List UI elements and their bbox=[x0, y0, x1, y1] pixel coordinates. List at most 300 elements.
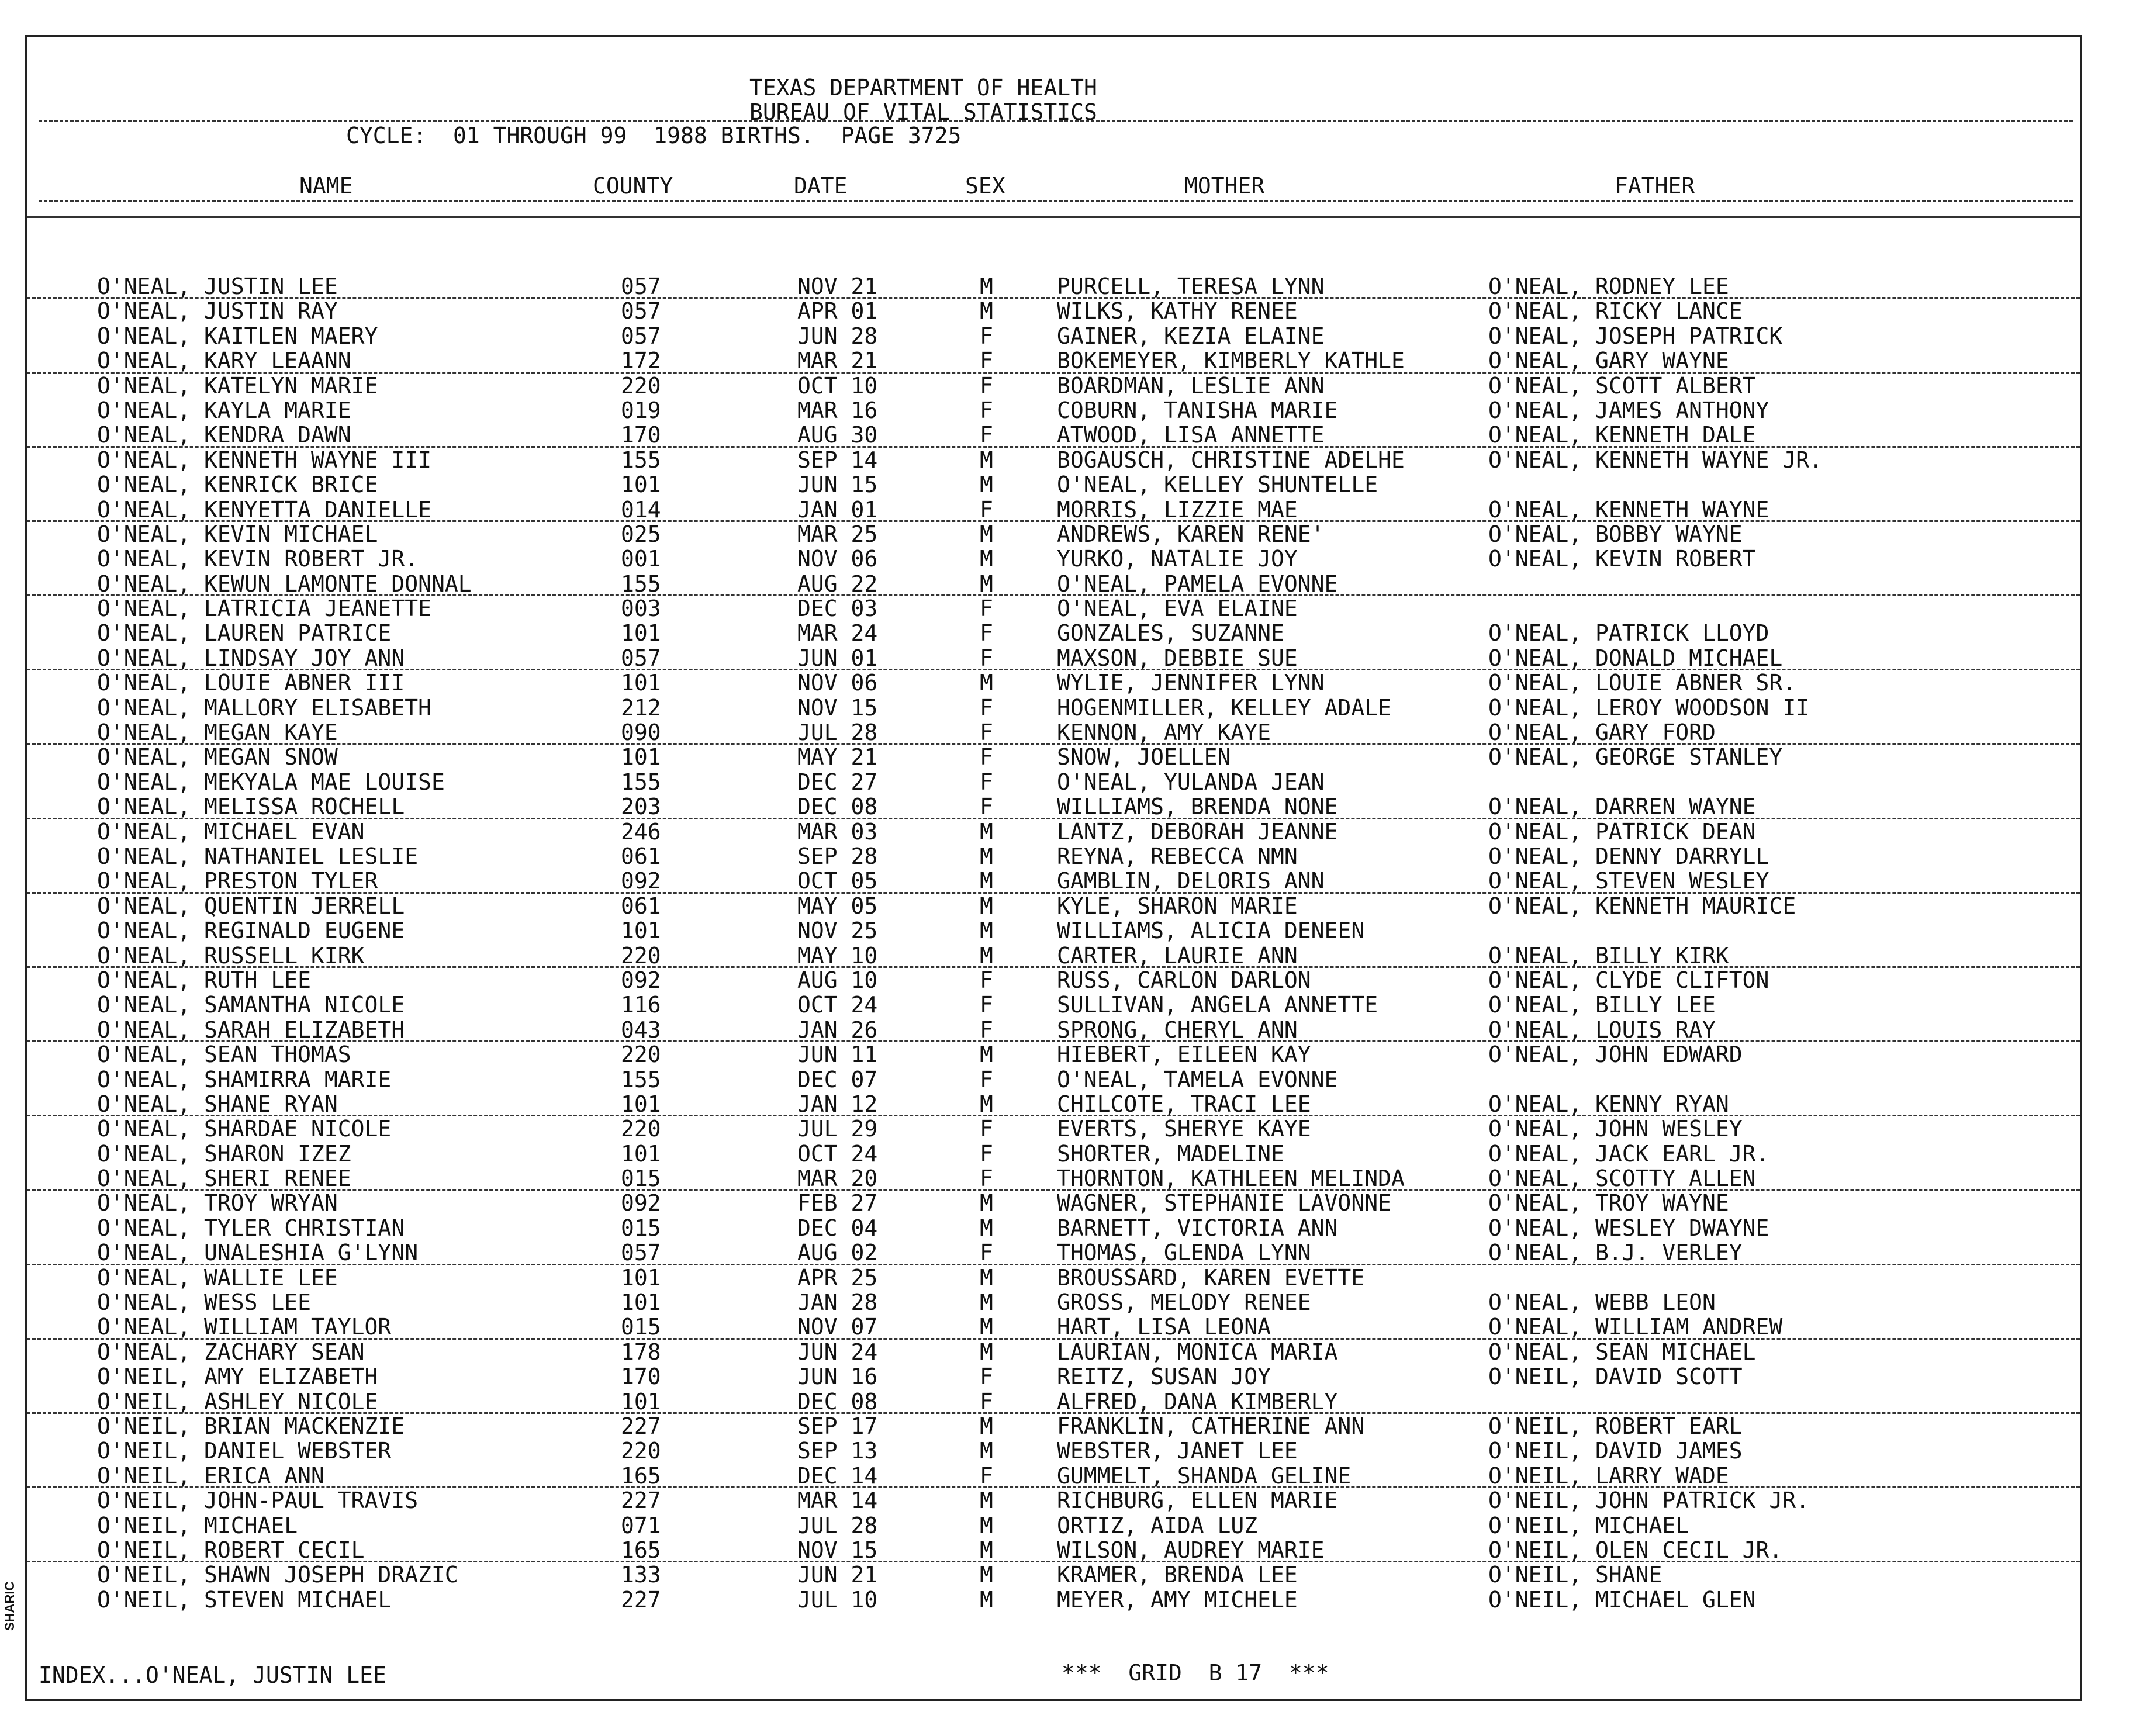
record-date: MAR 03 bbox=[797, 818, 878, 845]
record-name: O'NEIL, ERICA ANN bbox=[97, 1462, 324, 1489]
record-name: O'NEIL, JOHN-PAUL TRAVIS bbox=[97, 1488, 419, 1514]
record-county: 155 bbox=[621, 570, 661, 597]
record-county: 165 bbox=[621, 1462, 661, 1489]
record-sex: F bbox=[980, 422, 993, 448]
table-row bbox=[27, 1092, 2080, 1116]
table-row bbox=[27, 1116, 2080, 1141]
record-date: APR 25 bbox=[797, 1264, 878, 1291]
record-name: O'NEAL, KARY LEAANN bbox=[97, 348, 351, 374]
table-row bbox=[27, 1364, 2080, 1389]
record-father: O'NEAL, SCOTTY ALLEN bbox=[1488, 1166, 1756, 1192]
record-date: AUG 02 bbox=[797, 1240, 878, 1266]
table-row bbox=[27, 1265, 2080, 1290]
record-name: O'NEAL, MALLORY ELISABETH bbox=[97, 694, 431, 721]
record-mother: GONZALES, SUZANNE bbox=[1057, 620, 1284, 646]
record-sex: M bbox=[980, 1586, 993, 1613]
table-row bbox=[27, 1513, 2080, 1538]
record-county: 101 bbox=[621, 1289, 661, 1316]
record-name: O'NEAL, KENDRA DAWN bbox=[97, 422, 351, 448]
record-date: JAN 12 bbox=[797, 1091, 878, 1117]
table-row bbox=[27, 794, 2080, 819]
record-date: NOV 25 bbox=[797, 918, 878, 944]
table-row bbox=[27, 572, 2080, 596]
record-mother: PURCELL, TERESA LYNN bbox=[1057, 274, 1325, 299]
record-county: 227 bbox=[621, 1488, 661, 1514]
record-county: 101 bbox=[621, 744, 661, 770]
record-sex: F bbox=[980, 1140, 993, 1167]
record-county: 101 bbox=[621, 1091, 661, 1117]
record-date: JUN 24 bbox=[797, 1339, 878, 1365]
record-father: O'NEAL, PATRICK LLOYD bbox=[1488, 620, 1769, 646]
record-name: O'NEAL, WESS LEE bbox=[97, 1289, 312, 1316]
record-date: NOV 06 bbox=[797, 670, 878, 696]
record-county: 003 bbox=[621, 596, 661, 622]
table-row bbox=[27, 1166, 2080, 1191]
record-date: AUG 10 bbox=[797, 967, 878, 993]
record-county: 092 bbox=[621, 868, 661, 894]
record-sex: F bbox=[980, 323, 993, 349]
record-county: 155 bbox=[621, 447, 661, 473]
table-row bbox=[27, 1340, 2080, 1364]
record-county: 220 bbox=[621, 942, 661, 969]
record-county: 061 bbox=[621, 843, 661, 869]
record-date: OCT 24 bbox=[797, 1140, 878, 1167]
header-divider bbox=[39, 120, 2073, 122]
table-row bbox=[27, 1588, 2080, 1612]
record-county: 014 bbox=[621, 496, 661, 523]
record-name: O'NEAL, SHERI RENEE bbox=[97, 1166, 351, 1192]
record-sex: F bbox=[980, 720, 993, 746]
record-father: O'NEAL, KENNETH MAURICE bbox=[1488, 893, 1796, 919]
record-county: 101 bbox=[621, 1140, 661, 1167]
record-county: 220 bbox=[621, 1116, 661, 1142]
footer-grid: *** GRID B 17 *** bbox=[1062, 1660, 1329, 1686]
record-sex: M bbox=[980, 1314, 993, 1340]
record-sex: F bbox=[980, 1166, 993, 1192]
record-name: O'NEAL, SARAH ELIZABETH bbox=[97, 1016, 405, 1043]
record-name: O'NEAL, KEVIN MICHAEL bbox=[97, 521, 378, 547]
record-date: DEC 03 bbox=[797, 596, 878, 622]
record-date: NOV 21 bbox=[797, 274, 878, 299]
record-father: O'NEAL, JOSEPH PATRICK bbox=[1488, 323, 1783, 349]
record-name: O'NEAL, SHAMIRRA MARIE bbox=[97, 1066, 392, 1092]
record-name: O'NEAL, MELISSA ROCHELL bbox=[97, 794, 405, 820]
record-father: O'NEAL, DENNY DARRYLL bbox=[1488, 843, 1769, 869]
table-row bbox=[27, 348, 2080, 373]
record-date: MAR 20 bbox=[797, 1166, 878, 1192]
record-father: O'NEAL, CLYDE CLIFTON bbox=[1488, 967, 1769, 993]
record-county: 170 bbox=[621, 422, 661, 448]
record-county: 220 bbox=[621, 1438, 661, 1464]
record-date: DEC 14 bbox=[797, 1462, 878, 1489]
record-sex: F bbox=[980, 794, 993, 820]
record-sex: F bbox=[980, 596, 993, 622]
table-row bbox=[27, 1042, 2080, 1067]
record-mother: ATWOOD, LISA ANNETTE bbox=[1057, 422, 1325, 448]
record-name: O'NEAL, KEVIN ROBERT JR. bbox=[97, 546, 419, 572]
record-mother: MORRIS, LIZZIE MAE bbox=[1057, 496, 1298, 523]
record-county: 043 bbox=[621, 1016, 661, 1043]
record-county: 212 bbox=[621, 694, 661, 721]
record-name: O'NEAL, LAUREN PATRICE bbox=[97, 620, 392, 646]
record-county: 092 bbox=[621, 1190, 661, 1216]
record-county: 057 bbox=[621, 298, 661, 324]
record-father: O'NEAL, WESLEY DWAYNE bbox=[1488, 1215, 1769, 1241]
table-row bbox=[27, 621, 2080, 645]
table-row bbox=[27, 324, 2080, 348]
record-name: O'NEIL, BRIAN MACKENZIE bbox=[97, 1413, 405, 1439]
record-mother: REITZ, SUSAN JOY bbox=[1057, 1364, 1271, 1390]
record-mother: EVERTS, SHERYE KAYE bbox=[1057, 1116, 1311, 1142]
records-table bbox=[27, 274, 2080, 1612]
record-father: O'NEAL, DARREN WAYNE bbox=[1488, 794, 1756, 820]
table-row bbox=[27, 374, 2080, 398]
record-name: O'NEIL, ROBERT CECIL bbox=[97, 1537, 365, 1563]
record-date: OCT 24 bbox=[797, 992, 878, 1018]
record-father: O'NEAL, JOHN EDWARD bbox=[1488, 1042, 1743, 1068]
record-mother: COBURN, TANISHA MARIE bbox=[1057, 397, 1338, 423]
record-name: O'NEAL, SHARDAE NICOLE bbox=[97, 1116, 392, 1142]
table-row bbox=[27, 1067, 2080, 1092]
record-sex: M bbox=[980, 472, 993, 498]
table-row bbox=[27, 770, 2080, 794]
record-name: O'NEAL, SHARON IZEZ bbox=[97, 1140, 351, 1167]
record-date: JUN 15 bbox=[797, 472, 878, 498]
record-name: O'NEIL, AMY ELIZABETH bbox=[97, 1364, 378, 1390]
record-mother: WAGNER, STEPHANIE LAVONNE bbox=[1057, 1190, 1391, 1216]
record-sex: M bbox=[980, 298, 993, 324]
record-father: O'NEAL, TROY WAYNE bbox=[1488, 1190, 1729, 1216]
record-name: O'NEAL, KENNETH WAYNE III bbox=[97, 447, 431, 473]
record-date: SEP 13 bbox=[797, 1438, 878, 1464]
table-row bbox=[27, 1191, 2080, 1215]
record-mother: O'NEAL, EVA ELAINE bbox=[1057, 596, 1298, 622]
column-header-rule bbox=[27, 216, 2080, 218]
record-sex: F bbox=[980, 645, 993, 671]
column-header-date: DATE bbox=[794, 173, 848, 199]
record-county: 165 bbox=[621, 1537, 661, 1563]
record-mother: KENNON, AMY KAYE bbox=[1057, 720, 1271, 746]
record-sex: M bbox=[980, 1042, 993, 1068]
record-name: O'NEAL, WILLIAM TAYLOR bbox=[97, 1314, 392, 1340]
record-mother: LANTZ, DEBORAH JEANNE bbox=[1057, 818, 1338, 845]
record-father: O'NEAL, KENNETH WAYNE JR. bbox=[1488, 447, 1823, 473]
record-sex: M bbox=[980, 942, 993, 969]
record-county: 015 bbox=[621, 1314, 661, 1340]
record-county: 155 bbox=[621, 1066, 661, 1092]
record-name: O'NEAL, ZACHARY SEAN bbox=[97, 1339, 365, 1365]
record-father: O'NEAL, JACK EARL JR. bbox=[1488, 1140, 1769, 1167]
table-row bbox=[27, 1240, 2080, 1265]
record-sex: M bbox=[980, 1190, 993, 1216]
record-county: 025 bbox=[621, 521, 661, 547]
column-header-county: COUNTY bbox=[593, 173, 673, 199]
record-father: O'NEAL, SCOTT ALBERT bbox=[1488, 372, 1756, 399]
record-name: O'NEIL, STEVEN MICHAEL bbox=[97, 1586, 392, 1613]
record-county: 227 bbox=[621, 1413, 661, 1439]
record-county: 203 bbox=[621, 794, 661, 820]
record-name: O'NEAL, MEKYALA MAE LOUISE bbox=[97, 769, 445, 795]
record-father: O'NEAL, JAMES ANTHONY bbox=[1488, 397, 1769, 423]
record-name: O'NEAL, TYLER CHRISTIAN bbox=[97, 1215, 405, 1241]
record-date: DEC 08 bbox=[797, 794, 878, 820]
record-mother: KYLE, SHARON MARIE bbox=[1057, 893, 1298, 919]
record-date: MAR 25 bbox=[797, 521, 878, 547]
record-county: 116 bbox=[621, 992, 661, 1018]
record-name: O'NEAL, LINDSAY JOY ANN bbox=[97, 645, 405, 671]
record-county: 227 bbox=[621, 1586, 661, 1613]
record-sex: F bbox=[980, 967, 993, 993]
record-sex: M bbox=[980, 1289, 993, 1316]
record-county: 092 bbox=[621, 967, 661, 993]
record-name: O'NEAL, KENRICK BRICE bbox=[97, 472, 378, 498]
record-sex: M bbox=[980, 670, 993, 696]
record-sex: M bbox=[980, 1562, 993, 1588]
column-header-divider bbox=[39, 200, 2073, 202]
cycle-line: CYCLE: 01 THROUGH 99 1988 BIRTHS. PAGE 3725 bbox=[346, 123, 962, 148]
record-county: 015 bbox=[621, 1166, 661, 1192]
record-mother: HART, LISA LEONA bbox=[1057, 1314, 1271, 1340]
record-sex: M bbox=[980, 868, 993, 894]
record-father: O'NEAL, LOUIS RAY bbox=[1488, 1016, 1716, 1043]
record-date: JUN 01 bbox=[797, 645, 878, 671]
record-mother: O'NEAL, PAMELA EVONNE bbox=[1057, 570, 1338, 597]
record-mother: YURKO, NATALIE JOY bbox=[1057, 546, 1298, 572]
record-date: DEC 04 bbox=[797, 1215, 878, 1241]
record-name: O'NEAL, JUSTIN LEE bbox=[97, 274, 338, 299]
table-row bbox=[27, 745, 2080, 769]
record-mother: MEYER, AMY MICHELE bbox=[1057, 1586, 1298, 1613]
record-father: O'NEAL, BILLY KIRK bbox=[1488, 942, 1729, 969]
record-date: NOV 07 bbox=[797, 1314, 878, 1340]
record-mother: SULLIVAN, ANGELA ANNETTE bbox=[1057, 992, 1378, 1018]
record-mother: WILLIAMS, BRENDA NONE bbox=[1057, 794, 1338, 820]
report-page bbox=[25, 35, 2082, 1701]
table-row bbox=[27, 1018, 2080, 1042]
record-county: 101 bbox=[621, 918, 661, 944]
record-date: NOV 15 bbox=[797, 694, 878, 721]
record-mother: BARNETT, VICTORIA ANN bbox=[1057, 1215, 1338, 1241]
record-date: JUN 28 bbox=[797, 323, 878, 349]
record-mother: SNOW, JOELLEN bbox=[1057, 744, 1231, 770]
record-sex: M bbox=[980, 1512, 993, 1538]
record-mother: WILSON, AUDREY MARIE bbox=[1057, 1537, 1325, 1563]
record-name: O'NEAL, MEGAN SNOW bbox=[97, 744, 338, 770]
header-line-1: TEXAS DEPARTMENT OF HEALTH bbox=[749, 75, 1097, 101]
record-father: O'NEIL, ROBERT EARL bbox=[1488, 1413, 1743, 1439]
record-date: SEP 28 bbox=[797, 843, 878, 869]
record-father: O'NEIL, LARRY WADE bbox=[1488, 1462, 1729, 1489]
record-sex: M bbox=[980, 1264, 993, 1291]
record-county: 015 bbox=[621, 1215, 661, 1241]
record-father: O'NEAL, BOBBY WAYNE bbox=[1488, 521, 1743, 547]
footer-index: INDEX...O'NEAL, JUSTIN LEE bbox=[39, 1662, 386, 1688]
record-name: O'NEAL, MEGAN KAYE bbox=[97, 720, 338, 746]
record-father: O'NEAL, GARY FORD bbox=[1488, 720, 1716, 746]
record-mother: RUSS, CARLON DARLON bbox=[1057, 967, 1311, 993]
record-date: SEP 14 bbox=[797, 447, 878, 473]
record-county: 220 bbox=[621, 372, 661, 399]
record-father: O'NEAL, DONALD MICHAEL bbox=[1488, 645, 1783, 671]
table-row bbox=[27, 720, 2080, 745]
record-sex: M bbox=[980, 843, 993, 869]
column-header-father: FATHER bbox=[1615, 173, 1695, 199]
record-father: O'NEIL, JOHN PATRICK JR. bbox=[1488, 1488, 1810, 1514]
record-county: 071 bbox=[621, 1512, 661, 1538]
table-row bbox=[27, 448, 2080, 472]
record-sex: M bbox=[980, 893, 993, 919]
record-mother: O'NEAL, YULANDA JEAN bbox=[1057, 769, 1325, 795]
record-father: O'NEAL, LOUIE ABNER SR. bbox=[1488, 670, 1796, 696]
record-mother: THOMAS, GLENDA LYNN bbox=[1057, 1240, 1311, 1266]
record-sex: F bbox=[980, 1066, 993, 1092]
record-date: NOV 15 bbox=[797, 1537, 878, 1563]
record-date: AUG 22 bbox=[797, 570, 878, 597]
record-mother: GAINER, KEZIA ELAINE bbox=[1057, 323, 1325, 349]
record-mother: BOGAUSCH, CHRISTINE ADELHE bbox=[1057, 447, 1405, 473]
record-mother: KRAMER, BRENDA LEE bbox=[1057, 1562, 1298, 1588]
record-date: FEB 27 bbox=[797, 1190, 878, 1216]
record-name: O'NEAL, LOUIE ABNER III bbox=[97, 670, 405, 696]
record-county: 057 bbox=[621, 323, 661, 349]
record-mother: O'NEAL, KELLEY SHUNTELLE bbox=[1057, 472, 1378, 498]
table-row bbox=[27, 1216, 2080, 1240]
record-name: O'NEAL, RUSSELL KIRK bbox=[97, 942, 365, 969]
record-sex: F bbox=[980, 992, 993, 1018]
record-county: 101 bbox=[621, 1264, 661, 1291]
record-date: JUL 28 bbox=[797, 720, 878, 746]
record-name: O'NEIL, ASHLEY NICOLE bbox=[97, 1388, 378, 1415]
table-row bbox=[27, 1562, 2080, 1587]
record-mother: HIEBERT, EILEEN KAY bbox=[1057, 1042, 1311, 1068]
record-date: SEP 17 bbox=[797, 1413, 878, 1439]
record-date: MAR 16 bbox=[797, 397, 878, 423]
column-header-sex: SEX bbox=[965, 173, 1005, 199]
record-father: O'NEIL, DAVID SCOTT bbox=[1488, 1364, 1743, 1390]
record-name: O'NEAL, KENYETTA DANIELLE bbox=[97, 496, 431, 523]
header-line-2: BUREAU OF VITAL STATISTICS bbox=[749, 99, 1097, 125]
record-county: 246 bbox=[621, 818, 661, 845]
record-father: O'NEAL, WILLIAM ANDREW bbox=[1488, 1314, 1783, 1340]
record-date: APR 01 bbox=[797, 298, 878, 324]
record-county: 220 bbox=[621, 1042, 661, 1068]
record-date: JUN 11 bbox=[797, 1042, 878, 1068]
record-father: O'NEAL, KENNY RYAN bbox=[1488, 1091, 1729, 1117]
record-date: DEC 07 bbox=[797, 1066, 878, 1092]
record-mother: WYLIE, JENNIFER LYNN bbox=[1057, 670, 1325, 696]
record-name: O'NEAL, QUENTIN JERRELL bbox=[97, 893, 405, 919]
record-name: O'NEAL, JUSTIN RAY bbox=[97, 298, 338, 324]
record-name: O'NEAL, MICHAEL EVAN bbox=[97, 818, 365, 845]
record-county: 101 bbox=[621, 472, 661, 498]
record-date: AUG 30 bbox=[797, 422, 878, 448]
record-date: MAR 24 bbox=[797, 620, 878, 646]
record-date: DEC 27 bbox=[797, 769, 878, 795]
record-sex: F bbox=[980, 694, 993, 721]
record-mother: WEBSTER, JANET LEE bbox=[1057, 1438, 1298, 1464]
table-row bbox=[27, 943, 2080, 968]
record-sex: F bbox=[980, 496, 993, 523]
record-mother: WILKS, KATHY RENEE bbox=[1057, 298, 1298, 324]
record-date: JAN 01 bbox=[797, 496, 878, 523]
record-sex: M bbox=[980, 1215, 993, 1241]
record-date: JUL 10 bbox=[797, 1586, 878, 1613]
record-father: O'NEAL, GARY WAYNE bbox=[1488, 348, 1729, 374]
record-name: O'NEIL, SHAWN JOSEPH DRAZIC bbox=[97, 1562, 458, 1588]
record-mother: SHORTER, MADELINE bbox=[1057, 1140, 1284, 1167]
table-row bbox=[27, 844, 2080, 869]
table-row bbox=[27, 1464, 2080, 1488]
table-row bbox=[27, 1538, 2080, 1562]
record-sex: M bbox=[980, 1438, 993, 1464]
record-mother: ANDREWS, KAREN RENE' bbox=[1057, 521, 1325, 547]
record-mother: ALFRED, DANA KIMBERLY bbox=[1057, 1388, 1338, 1415]
record-father: O'NEAL, WEBB LEON bbox=[1488, 1289, 1716, 1316]
record-name: O'NEAL, UNALESHIA G'LYNN bbox=[97, 1240, 419, 1266]
record-county: 057 bbox=[621, 645, 661, 671]
record-father: O'NEAL, KENNETH WAYNE bbox=[1488, 496, 1769, 523]
record-date: MAY 05 bbox=[797, 893, 878, 919]
record-father: O'NEAL, B.J. VERLEY bbox=[1488, 1240, 1743, 1266]
record-name: O'NEAL, SAMANTHA NICOLE bbox=[97, 992, 405, 1018]
table-row bbox=[27, 869, 2080, 893]
record-sex: M bbox=[980, 1488, 993, 1514]
record-mother: CHILCOTE, TRACI LEE bbox=[1057, 1091, 1311, 1117]
record-county: 090 bbox=[621, 720, 661, 746]
record-date: JUN 16 bbox=[797, 1364, 878, 1390]
record-sex: M bbox=[980, 546, 993, 572]
record-date: OCT 05 bbox=[797, 868, 878, 894]
record-mother: SPRONG, CHERYL ANN bbox=[1057, 1016, 1298, 1043]
record-father: O'NEIL, DAVID JAMES bbox=[1488, 1438, 1743, 1464]
record-sex: F bbox=[980, 1016, 993, 1043]
record-father: O'NEAL, GEORGE STANLEY bbox=[1488, 744, 1783, 770]
table-row bbox=[27, 522, 2080, 547]
record-county: 155 bbox=[621, 769, 661, 795]
record-county: 133 bbox=[621, 1562, 661, 1588]
record-sex: F bbox=[980, 1116, 993, 1142]
record-name: O'NEAL, PRESTON TYLER bbox=[97, 868, 378, 894]
table-row bbox=[27, 274, 2080, 299]
record-county: 101 bbox=[621, 1388, 661, 1415]
record-mother: LAURIAN, MONICA MARIA bbox=[1057, 1339, 1338, 1365]
record-date: JUL 28 bbox=[797, 1512, 878, 1538]
record-sex: F bbox=[980, 1388, 993, 1415]
table-row bbox=[27, 1290, 2080, 1315]
table-row bbox=[27, 1438, 2080, 1463]
record-father: O'NEAL, PATRICK DEAN bbox=[1488, 818, 1756, 845]
record-date: MAR 14 bbox=[797, 1488, 878, 1514]
record-sex: F bbox=[980, 372, 993, 399]
record-sex: M bbox=[980, 570, 993, 597]
record-mother: ORTIZ, AIDA LUZ bbox=[1057, 1512, 1258, 1538]
table-row bbox=[27, 423, 2080, 447]
record-name: O'NEAL, REGINALD EUGENE bbox=[97, 918, 405, 944]
record-name: O'NEAL, KAYLA MARIE bbox=[97, 397, 351, 423]
record-mother: WILLIAMS, ALICIA DENEEN bbox=[1057, 918, 1365, 944]
record-sex: F bbox=[980, 744, 993, 770]
record-father: O'NEAL, SEAN MICHAEL bbox=[1488, 1339, 1756, 1365]
record-county: 101 bbox=[621, 620, 661, 646]
column-header-name: NAME bbox=[299, 173, 353, 199]
record-date: JUN 21 bbox=[797, 1562, 878, 1588]
record-county: 178 bbox=[621, 1339, 661, 1365]
record-county: 001 bbox=[621, 546, 661, 572]
table-row bbox=[27, 894, 2080, 918]
record-sex: M bbox=[980, 1091, 993, 1117]
record-sex: F bbox=[980, 397, 993, 423]
record-sex: F bbox=[980, 620, 993, 646]
